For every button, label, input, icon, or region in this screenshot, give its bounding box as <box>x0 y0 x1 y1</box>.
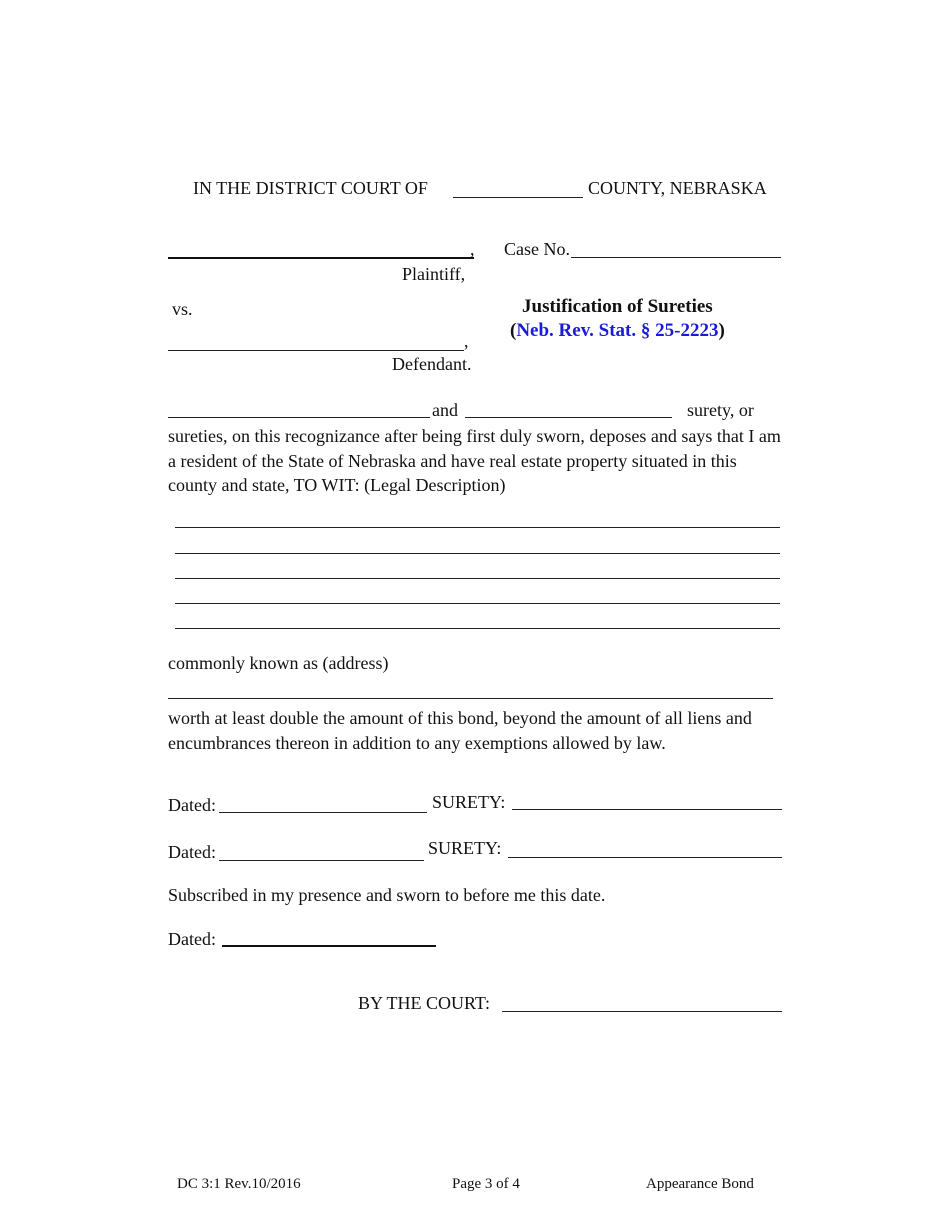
subscribed-statement: Subscribed in my presence and sworn to before me this date. <box>168 885 606 905</box>
and-label: and <box>432 400 458 420</box>
statute-citation <box>510 320 725 342</box>
county-blank[interactable] <box>453 197 583 198</box>
address-blank[interactable] <box>168 698 773 699</box>
legal-description-line-3[interactable] <box>175 578 780 579</box>
legal-description-line-5[interactable] <box>175 628 780 629</box>
surety-name-blank-1[interactable] <box>168 417 430 418</box>
court-signature-blank[interactable] <box>502 1011 782 1012</box>
plaintiff-label: Plaintiff, <box>402 264 466 284</box>
defendant-label: Defendant. <box>392 354 472 374</box>
defendant-name-blank[interactable] <box>168 350 464 351</box>
defendant-comma: , <box>464 331 469 351</box>
surety-name-blank-2[interactable] <box>465 417 672 418</box>
case-no-blank[interactable] <box>571 257 781 258</box>
surety-or-label: surety, or <box>687 400 754 420</box>
surety-signature-blank-1[interactable] <box>512 809 782 810</box>
surety-label-2: SURETY: <box>428 838 502 858</box>
dated-label-2: Dated: <box>168 842 216 862</box>
statute-link[interactable]: Neb. Rev. Stat. § 25-2223 <box>516 320 719 341</box>
legal-description-line-1[interactable] <box>175 527 780 528</box>
court-heading-prefix: IN THE DISTRICT COURT OF <box>193 178 428 198</box>
footer-form-id: DC 3:1 Rev.10/2016 <box>177 1176 301 1192</box>
surety-label-1: SURETY: <box>432 792 506 812</box>
legal-description-line-2[interactable] <box>175 553 780 554</box>
document-title: Justification of Sureties <box>522 296 713 317</box>
by-the-court-label: BY THE COURT: <box>358 993 491 1013</box>
footer-form-name: Appearance Bond <box>646 1176 754 1192</box>
statute-open-paren: ( <box>510 320 517 341</box>
dated-blank-1[interactable] <box>219 812 427 813</box>
dated-label-1: Dated: <box>168 795 216 815</box>
dated-blank-2[interactable] <box>219 860 424 861</box>
worth-paragraph: worth at least double the amount of this bond, beyond the amount of all liens and encumbrances thereon in addition to any exemptions allowed by law. <box>168 708 752 753</box>
legal-description-line-4[interactable] <box>175 603 780 604</box>
dated-label-3: Dated: <box>168 929 216 949</box>
commonly-known-label: commonly known as (address) <box>168 653 389 673</box>
oath-paragraph: sureties, on this recognizance after being first duly sworn, deposes and says that I am a resident of the State of Nebraska and have real estate property situated in this county and state, TO WIT: (Legal Description) <box>168 426 781 495</box>
plaintiff-comma: , <box>470 239 475 259</box>
court-heading-suffix: COUNTY, NEBRASKA <box>588 178 767 198</box>
case-no-label: Case No. <box>504 239 570 259</box>
plaintiff-name-blank[interactable] <box>168 257 474 259</box>
surety-signature-blank-2[interactable] <box>508 857 782 858</box>
dated-blank-3[interactable] <box>222 945 436 947</box>
footer-page-number: Page 3 of 4 <box>452 1176 520 1192</box>
statute-close-paren: ) <box>718 320 725 341</box>
vs-label: vs. <box>172 299 193 319</box>
